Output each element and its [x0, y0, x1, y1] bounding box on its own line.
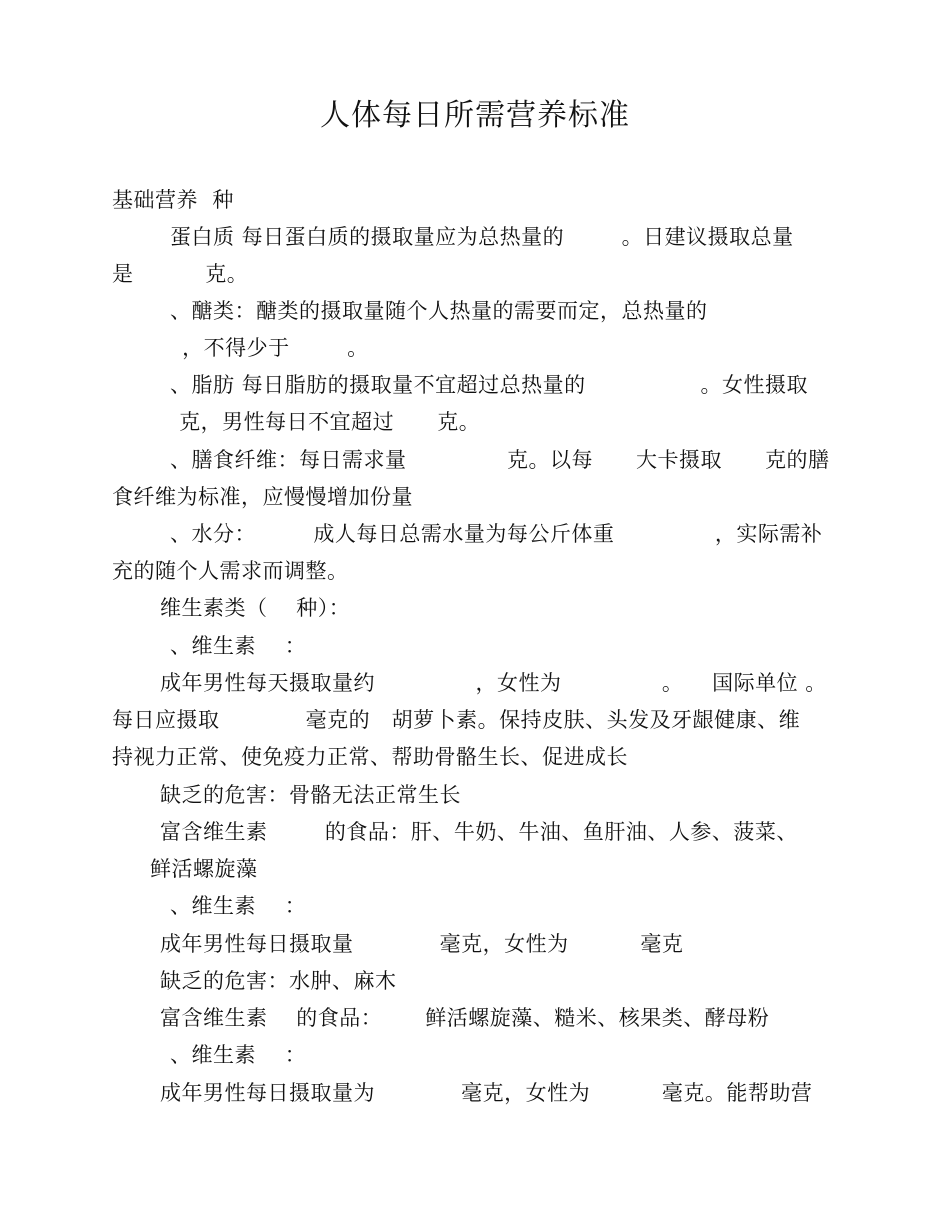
text-line: 成年男性每日摄取量 毫克，女性为 毫克: [160, 932, 684, 956]
text-line: 、维生素 ：: [170, 894, 307, 918]
text-line: 富含维生素 的食品： 鲜活螺旋藻、糙米、核果类、酵母粉: [160, 1006, 770, 1030]
text-line: 、脂肪 每日脂肪的摄取量不宜超过总热量的 。女性摄取: [170, 373, 808, 397]
text-line: 缺乏的危害：水肿、麻木: [160, 969, 397, 993]
text-line: 是 克。: [112, 262, 249, 286]
text-line: 富含维生素 的食品：肝、牛奶、牛油、鱼肝油、人参、菠菜、: [160, 820, 798, 844]
text-line: 食纤维为标准，应慢慢增加份量: [112, 485, 413, 509]
text-line: 缺乏的危害：骨骼无法正常生长: [160, 783, 461, 807]
document-title: 人体每日所需营养标准: [320, 98, 630, 133]
text-line: 、水分： 成人每日总需水量为每公斤体重 ，实际需补: [170, 522, 823, 546]
text-line: 、维生素 ：: [170, 634, 307, 658]
text-line: 蛋白质 每日蛋白质的摄取量应为总热量的 。日建议摄取总量: [170, 225, 794, 249]
text-line: 、膳食纤维：每日需求量 克。以每 大卡摄取 克的膳: [170, 448, 830, 472]
section-heading: 维生素类（ 种）：: [160, 596, 351, 620]
text-line: 基础营养 种: [112, 188, 234, 212]
text-line: 克，男性每日不宜超过 克。: [172, 410, 481, 434]
text-line: 持视力正常、使免疫力正常、帮助骨骼生长、促进成长: [112, 745, 628, 769]
text-line: 、醣类：醣类的摄取量随个人热量的需要而定，总热量的: [170, 299, 708, 323]
text-line: 成年男性每日摄取量为 毫克，女性为 毫克。能帮助营: [160, 1081, 813, 1105]
text-line: 每日应摄取 毫克的 胡萝卜素。保持皮肤、头发及牙龈健康、维: [112, 708, 801, 732]
text-line: 鲜活螺旋藻: [150, 857, 258, 881]
text-line: 成年男性每天摄取量约 ，女性为 。 国际单位 。: [160, 671, 827, 695]
text-line: ，不得少于 。: [175, 336, 369, 360]
text-line: 、维生素 ：: [170, 1043, 307, 1067]
text-line: 充的随个人需求而调整。: [112, 559, 349, 583]
